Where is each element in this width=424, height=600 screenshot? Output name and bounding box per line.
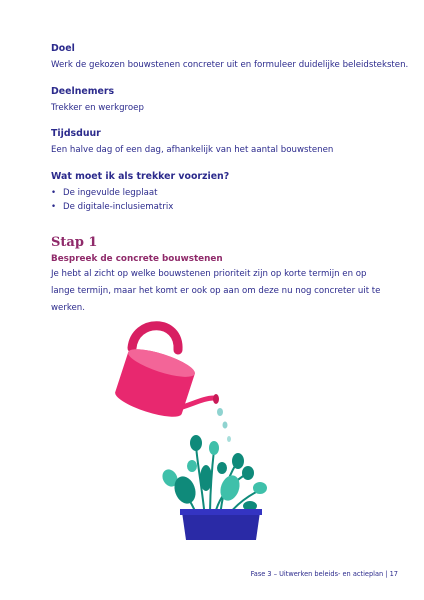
tijdsduur-heading: Tijdsduur	[51, 128, 101, 139]
watering-can-plant-icon	[110, 318, 290, 552]
bullet-icon: •	[51, 202, 57, 212]
doel-heading: Doel	[51, 43, 75, 54]
stap-section	[51, 235, 381, 317]
stap-subtitle: Bespreek de concrete bouwstenen	[51, 254, 223, 264]
stap-body: Je hebt al zicht op welke bouwstenen prioriteit zijn op korte termijn en op lange termijn, maar het komt er ook op aan om deze nu nog concreter uit te werken.	[51, 269, 381, 313]
bullet-icon: •	[51, 188, 57, 198]
list-item	[51, 186, 229, 200]
page-footer: Fase 3 – Uitwerken beleids- en actieplan | 17	[250, 570, 398, 578]
tijdsduur-section	[51, 128, 333, 156]
list-item-label: De digitale-inclusiematrix	[63, 202, 174, 212]
deelnemers-heading: Deelnemers	[51, 86, 115, 97]
list-item-label: De ingevulde legplaat	[63, 188, 158, 198]
doel-section	[51, 43, 408, 71]
deelnemers-section	[51, 86, 144, 114]
voorzien-section	[51, 171, 229, 214]
stap-title: Stap 1	[51, 235, 98, 250]
voorzien-list	[51, 186, 229, 214]
voorzien-heading: Wat moet ik als trekker voorzien?	[51, 171, 230, 182]
doel-text: Werk de gekozen bouwstenen concreter uit en formuleer duidelijke beleidsteksten.	[51, 60, 409, 70]
list-item	[51, 200, 229, 214]
tijdsduur-text: Een halve dag of een dag, afhankelijk van het aantal bouwstenen	[51, 145, 334, 155]
deelnemers-text: Trekker en werkgroep	[51, 103, 144, 113]
